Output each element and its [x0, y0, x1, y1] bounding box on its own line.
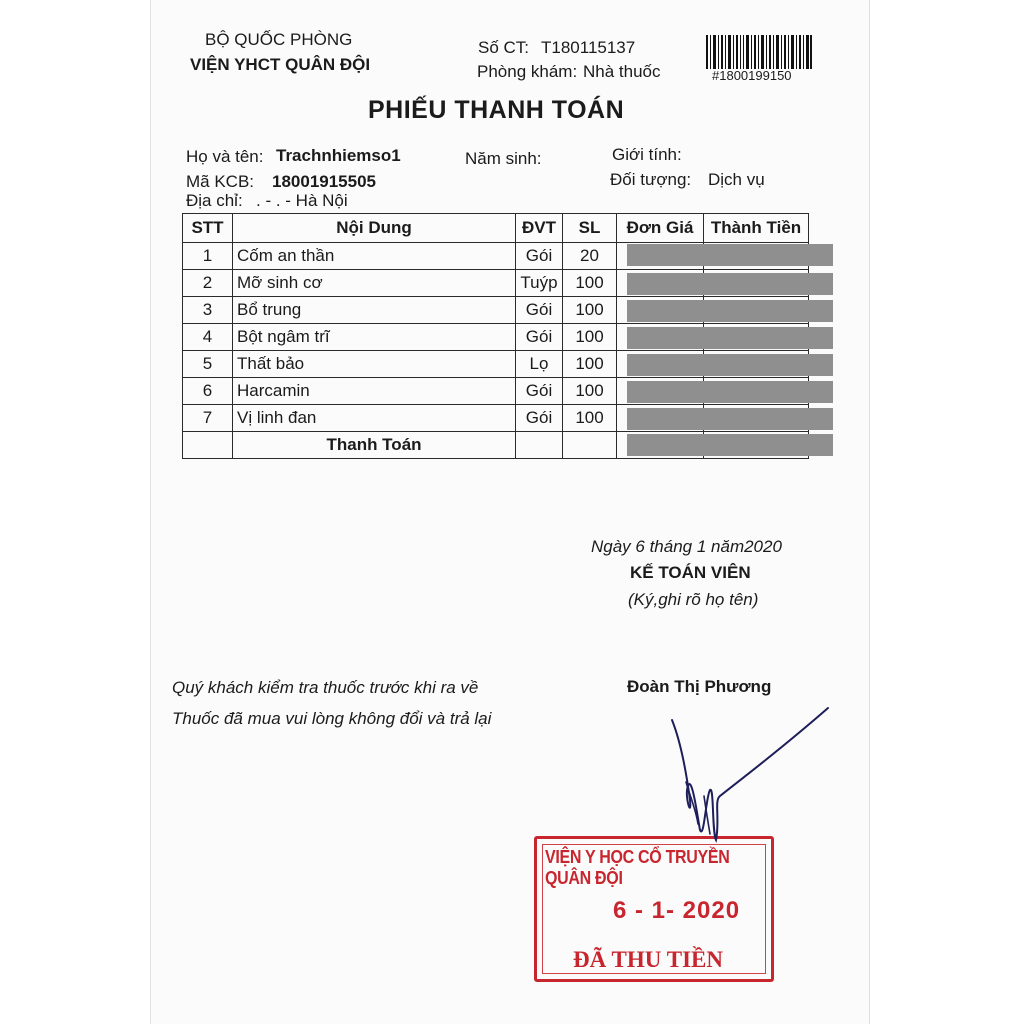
row-stt: 6 [183, 378, 233, 405]
row-unit: Gói [516, 324, 563, 351]
object-label: Đối tượng: [610, 170, 692, 189]
kcb-label: Mã KCB: [186, 172, 255, 191]
stamp-date: 6 - 1- 2020 [613, 897, 741, 924]
customer-note-1: Quý khách kiểm tra thuốc trước khi ra về [172, 678, 479, 697]
row-qty: 100 [563, 270, 617, 297]
redaction-bar [627, 327, 833, 349]
redaction-bar [627, 244, 833, 266]
row-stt: 4 [183, 324, 233, 351]
customer-note-2: Thuốc đã mua vui lòng không đổi và trả lại [172, 709, 492, 728]
stamp-organization: VIỆN Y HỌC CỔ TRUYỀN QUÂN ĐỘI [545, 848, 730, 889]
ministry-name: BỘ QUỐC PHÒNG [205, 30, 353, 49]
receipt-date: Ngày 6 tháng 1 năm2020 [591, 537, 782, 556]
redaction-bar [627, 381, 833, 403]
row-unit: Lọ [516, 351, 563, 378]
row-content: Thất bảo [233, 351, 516, 378]
col-unit-header: ĐVT [516, 214, 563, 243]
row-unit: Gói [516, 405, 563, 432]
row-content: Cốm an thần [233, 243, 516, 270]
phong-kham-value: Nhà thuốc [583, 62, 661, 81]
row-qty: 100 [563, 405, 617, 432]
address-label: Địa chỉ: [186, 191, 243, 210]
row-qty: 100 [563, 351, 617, 378]
row-unit: Gói [516, 297, 563, 324]
institute-name: VIỆN YHCT QUÂN ĐỘI [190, 55, 371, 74]
row-qty: 20 [563, 243, 617, 270]
barcode-icon [706, 35, 812, 69]
table-header-row [183, 214, 809, 243]
accountant-title: KẾ TOÁN VIÊN [630, 563, 751, 582]
row-unit: Tuýp [516, 270, 563, 297]
row-stt: 3 [183, 297, 233, 324]
row-content: Harcamin [233, 378, 516, 405]
row-qty: 100 [563, 324, 617, 351]
row-stt: 2 [183, 270, 233, 297]
row-stt: 7 [183, 405, 233, 432]
total-label: Thanh Toán [233, 432, 516, 459]
phong-kham-label: Phòng khám: [477, 62, 578, 81]
gender-label: Giới tính: [612, 145, 682, 164]
row-unit: Gói [516, 243, 563, 270]
so-ct-value: T180115137 [541, 38, 636, 57]
col-amount-header: Thành Tiền [704, 214, 809, 243]
row-qty: 100 [563, 378, 617, 405]
col-price-header: Đơn Giá [617, 214, 704, 243]
row-stt: 1 [183, 243, 233, 270]
signature-icon [660, 700, 840, 860]
redaction-bar [627, 408, 833, 430]
so-ct-label: Số CT: [478, 38, 530, 57]
row-content: Bột ngâm trĩ [233, 324, 516, 351]
name-label: Họ và tên: [186, 147, 264, 166]
stamp-status: ĐÃ THU TIỀN [573, 947, 723, 972]
row-stt: 5 [183, 351, 233, 378]
row-content: Bổ trung [233, 297, 516, 324]
redaction-bar [627, 300, 833, 322]
redaction-bar [627, 354, 833, 376]
birth-year-label: Năm sinh: [465, 149, 542, 168]
redaction-bar [627, 273, 833, 295]
address-value: . - . - Hà Nội [256, 191, 348, 210]
signer-name: Đoàn Thị Phương [627, 677, 772, 696]
row-content: Vị linh đan [233, 405, 516, 432]
redaction-bar [627, 434, 833, 456]
col-qty-header: SL [563, 214, 617, 243]
name-value: Trachnhiemso1 [276, 146, 401, 165]
row-content: Mỡ sinh cơ [233, 270, 516, 297]
sign-note: (Ký,ghi rõ họ tên) [628, 590, 759, 609]
col-content-header: Nội Dung [233, 214, 516, 243]
kcb-value: 18001915505 [272, 172, 377, 191]
col-stt-header: STT [183, 214, 233, 243]
row-unit: Gói [516, 378, 563, 405]
receipt-title: PHIẾU THANH TOÁN [368, 96, 625, 124]
object-value: Dịch vụ [708, 170, 765, 189]
barcode-number: #1800199150 [712, 68, 792, 83]
row-qty: 100 [563, 297, 617, 324]
